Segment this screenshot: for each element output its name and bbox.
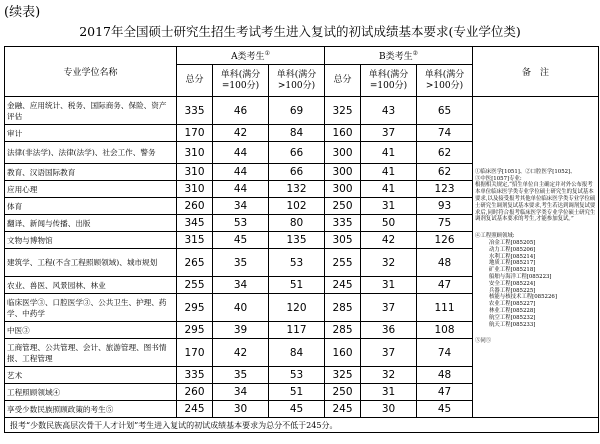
a-total-cell: 170	[177, 339, 213, 367]
b-single-over-100-cell: 62	[417, 142, 473, 164]
b-single-100-cell: 42	[361, 232, 417, 249]
zone-a-label: A类考生	[231, 52, 265, 62]
a-single-100-cell: 44	[213, 181, 269, 198]
b-single-100-cell: 43	[361, 97, 417, 125]
major-name-cell: 法律(非法学)、法律(法学)、社会工作、警务	[5, 142, 177, 164]
a-total-cell: 255	[177, 277, 213, 294]
engineering-field-item: 地质工程[085217]	[489, 260, 536, 267]
major-header: 专业学位名称	[5, 47, 177, 97]
remark-note-1: ①临床医学[1051]、②口腔医学[1052]、	[475, 168, 576, 175]
engineering-field-item: 林业工程[085228]	[489, 307, 536, 314]
b-single-over-100-header: 单科(满分>100分)	[417, 65, 473, 97]
major-name-cell: 中医③	[5, 322, 177, 339]
b-single-over-100-cell: 47	[417, 384, 473, 401]
b-total-cell: 325	[325, 97, 361, 125]
a-single-over-100-cell: 69	[269, 97, 325, 125]
a-single-over-100-cell: 51	[269, 384, 325, 401]
a-total-cell: 310	[177, 181, 213, 198]
b-total-cell: 285	[325, 294, 361, 322]
a-total-cell: 260	[177, 198, 213, 215]
b-total-cell: 305	[325, 232, 361, 249]
b-total-cell: 300	[325, 164, 361, 181]
b-single-over-100-cell: 62	[417, 164, 473, 181]
b-total-cell: 300	[325, 142, 361, 164]
a-total-cell: 295	[177, 322, 213, 339]
a-single-over-100-cell: 51	[269, 277, 325, 294]
b-total-cell: 255	[325, 249, 361, 277]
b-total-cell: 250	[325, 198, 361, 215]
a-single-100-cell: 53	[213, 215, 269, 232]
b-single-100-cell: 41	[361, 142, 417, 164]
b-single-100-cell: 31	[361, 384, 417, 401]
engineering-field-item: 船舶与海洋工程[085223]	[489, 273, 552, 280]
a-single-over-100-cell: 120	[269, 294, 325, 322]
a-total-cell: 345	[177, 215, 213, 232]
b-single-100-cell: 31	[361, 198, 417, 215]
b-total-cell: 245	[325, 277, 361, 294]
score-table	[4, 46, 599, 433]
a-single-over-100-cell: 132	[269, 181, 325, 198]
a-single-100-cell: 34	[213, 277, 269, 294]
a-total-cell: 260	[177, 384, 213, 401]
remarks-cell	[473, 97, 599, 418]
b-single-100-cell: 37	[361, 125, 417, 142]
b-single-over-100-cell: 74	[417, 339, 473, 367]
b-total-header: 总分	[325, 65, 361, 97]
a-single-100-cell: 42	[213, 339, 269, 367]
a-single-100-cell: 46	[213, 97, 269, 125]
page-title: 2017年全国硕士研究生招生考试考生进入复试的初试成绩基本要求(专业学位类)	[79, 24, 521, 39]
major-name-cell: 临床医学③、口腔医学③、公共卫生、护理、药学、中药学	[5, 294, 177, 322]
a-single-100-cell: 44	[213, 164, 269, 181]
a-total-cell: 245	[177, 401, 213, 418]
a-single-100-cell: 40	[213, 294, 269, 322]
b-total-cell: 335	[325, 215, 361, 232]
b-single-over-100-cell: 123	[417, 181, 473, 198]
engineering-field-item: 航天工程[085233]	[489, 321, 536, 328]
a-total-cell: 310	[177, 164, 213, 181]
engineering-field-item: 兵器工程[085225]	[489, 287, 536, 294]
a-single-100-cell: 45	[213, 232, 269, 249]
remarks-spacer	[475, 223, 596, 233]
a-total-cell: 335	[177, 367, 213, 384]
a-single-over-100-cell: 84	[269, 339, 325, 367]
remark-note-3: 根据相关规定,“招生单位自主确定并对外公布报考本单位临床医学类专业学位硕士研究生的复试基本要求,以及接受报考其他单位临床医学类专业学位硕士研究生调剂复试基本要求,考生若达到调剂复试要求后,同时符合报考临床医学类专业学位硕士研究生调剂复试基本要求的考生,才能参加复试。”	[475, 182, 596, 223]
a-total-cell: 295	[177, 294, 213, 322]
a-total-cell: 170	[177, 125, 213, 142]
a-single-over-100-cell: 53	[269, 249, 325, 277]
major-name-cell: 教育、汉语国际教育	[5, 164, 177, 181]
a-single-over-100-header: 单科(满分>100分)	[269, 65, 325, 97]
zone-a-footnote-mark: ①	[264, 50, 270, 57]
continued-label: (续表)	[4, 5, 41, 20]
engineering-field-item: 安全工程[085224]	[489, 280, 536, 287]
engineering-field-item: 航空工程[085232]	[489, 314, 536, 321]
a-single-over-100-cell: 135	[269, 232, 325, 249]
major-name-cell: 文物与博物馆	[5, 232, 177, 249]
b-single-over-100-cell: 75	[417, 215, 473, 232]
b-single-100-cell: 37	[361, 339, 417, 367]
a-total-cell: 265	[177, 249, 213, 277]
a-single-100-cell: 44	[213, 142, 269, 164]
a-single-100-cell: 35	[213, 367, 269, 384]
engineering-field-item: 核能与核技术工程[085226]	[489, 294, 557, 301]
engineering-field-item: 冶金工程[085205]	[489, 240, 536, 246]
major-name-cell: 工程照顾领域④	[5, 384, 177, 401]
major-name-cell: 金融、应用统计、税务、国际商务、保险、资产评估	[5, 97, 177, 125]
b-total-cell: 300	[325, 181, 361, 198]
a-single-over-100-cell: 66	[269, 164, 325, 181]
a-single-100-cell: 35	[213, 249, 269, 277]
b-single-100-cell: 30	[361, 401, 417, 418]
a-total-cell: 335	[177, 97, 213, 125]
a-single-100-cell: 34	[213, 198, 269, 215]
a-single-over-100-cell: 53	[269, 367, 325, 384]
b-total-cell: 250	[325, 384, 361, 401]
table-body	[5, 97, 599, 418]
b-single-100-cell: 37	[361, 294, 417, 322]
remark-note-5: ⑤同⑤	[475, 338, 492, 345]
engineering-field-item: 农业工程[085227]	[489, 301, 536, 308]
major-name-cell: 应用心理	[5, 181, 177, 198]
table-row	[5, 97, 599, 125]
major-name-cell: 享受少数民族照顾政策的考生⑤	[5, 401, 177, 418]
b-single-over-100-cell: 126	[417, 232, 473, 249]
b-single-over-100-cell: 48	[417, 367, 473, 384]
b-single-100-cell: 41	[361, 164, 417, 181]
b-single-100-cell: 31	[361, 277, 417, 294]
footer-note: 报考“少数民族高层次骨干人才计划”考生进入复试的初试成绩基本要求为总分不低于245分。	[5, 418, 599, 433]
major-name-cell: 农业、兽医、风景园林、林业	[5, 277, 177, 294]
remark-note-4: ④工程照顾领域:	[475, 233, 515, 240]
zone-b-label: B类考生	[379, 52, 413, 62]
b-single-100-cell: 50	[361, 215, 417, 232]
a-single-over-100-cell: 117	[269, 322, 325, 339]
a-single-over-100-cell: 66	[269, 142, 325, 164]
b-single-over-100-cell: 111	[417, 294, 473, 322]
b-total-cell: 285	[325, 322, 361, 339]
remarks-spacer	[475, 328, 596, 338]
a-single-over-100-cell: 102	[269, 198, 325, 215]
b-single-over-100-cell: 48	[417, 249, 473, 277]
a-single-over-100-cell: 45	[269, 401, 325, 418]
b-total-cell: 160	[325, 339, 361, 367]
remarks-header: 备 注	[473, 47, 599, 97]
a-single-100-header: 单科(满分=100分)	[213, 65, 269, 97]
engineering-field-item: 动力工程[085206]	[489, 246, 536, 253]
a-single-100-cell: 34	[213, 384, 269, 401]
b-single-100-cell: 41	[361, 181, 417, 198]
a-single-over-100-cell: 80	[269, 215, 325, 232]
b-total-cell: 245	[325, 401, 361, 418]
major-name-cell: 审计	[5, 125, 177, 142]
a-single-over-100-cell: 84	[269, 125, 325, 142]
remark-note-2: ③中医[1057]专业:	[475, 175, 522, 182]
a-single-100-cell: 42	[213, 125, 269, 142]
major-name-cell: 建筑学、工程(不含工程照顾领域)、城市规划	[5, 249, 177, 277]
a-total-cell: 310	[177, 142, 213, 164]
b-single-over-100-cell: 65	[417, 97, 473, 125]
major-name-cell: 艺术	[5, 367, 177, 384]
a-single-100-cell: 39	[213, 322, 269, 339]
b-single-over-100-cell: 74	[417, 125, 473, 142]
b-single-over-100-cell: 47	[417, 277, 473, 294]
b-single-over-100-cell: 93	[417, 198, 473, 215]
b-total-cell: 160	[325, 125, 361, 142]
a-single-100-cell: 30	[213, 401, 269, 418]
b-single-100-header: 单科(满分=100分)	[361, 65, 417, 97]
major-name-cell: 翻译、新闻与传播、出版	[5, 215, 177, 232]
b-single-100-cell: 32	[361, 249, 417, 277]
b-single-100-cell: 32	[361, 367, 417, 384]
b-total-cell: 325	[325, 367, 361, 384]
a-total-header: 总分	[177, 65, 213, 97]
major-name-cell: 工商管理、公共管理、会计、旅游管理、图书情报、工程管理	[5, 339, 177, 367]
b-single-over-100-cell: 108	[417, 322, 473, 339]
b-single-100-cell: 36	[361, 322, 417, 339]
zone-b-footnote-mark: ②	[412, 50, 419, 57]
engineering-field-item: 水利工程[085214]	[489, 253, 536, 260]
major-name-cell: 体育	[5, 198, 177, 215]
engineering-field-item: 矿业工程[085218]	[489, 267, 536, 274]
b-single-over-100-cell: 45	[417, 401, 473, 418]
zone-a-header	[177, 47, 325, 65]
a-total-cell: 315	[177, 232, 213, 249]
zone-b-header	[325, 47, 473, 65]
